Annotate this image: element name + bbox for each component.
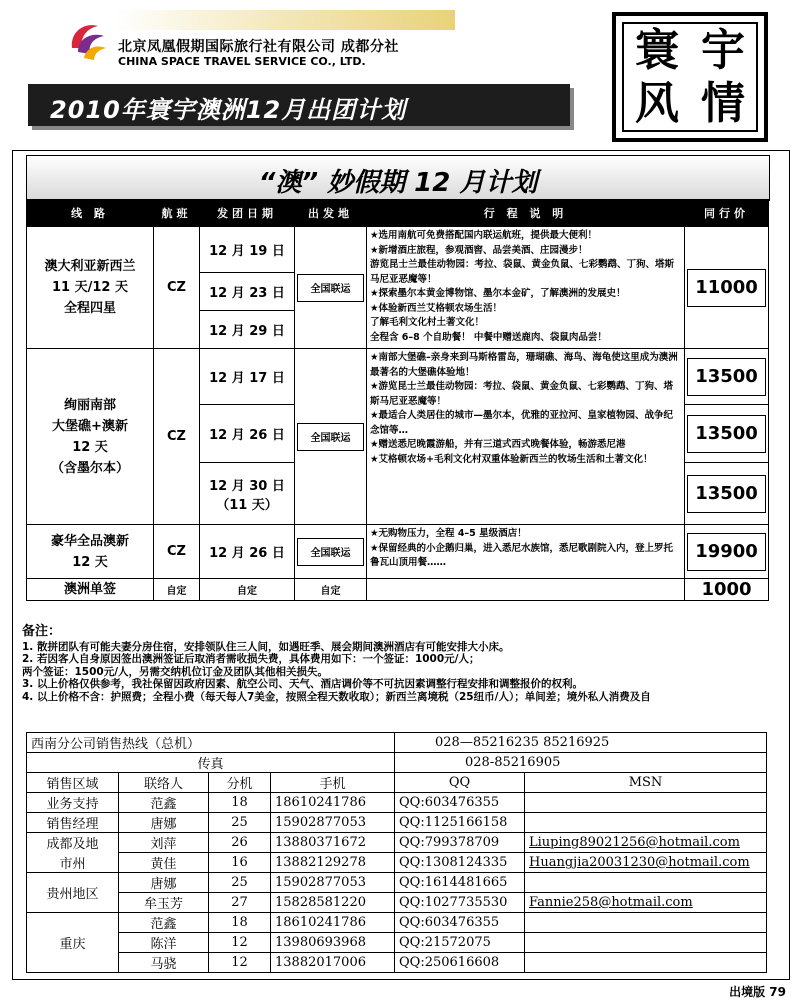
- price: 11000: [685, 227, 769, 349]
- region-cell: 成都及地: [27, 833, 119, 853]
- col-header: 出发地: [295, 200, 367, 227]
- mobile-cell: 15902877053: [271, 873, 395, 893]
- departure-city: 全国联运: [295, 227, 367, 349]
- msn-cell: [525, 933, 767, 953]
- col-header: 线 路: [27, 200, 154, 227]
- msn-cell: [525, 813, 767, 833]
- note-item: 4. 以上价格不含：护照费；全程小费（每天每人7美金，按照全程天数收取）；新西兰离境税（25纽币/人）；单间差；境外私人消费及自: [22, 690, 651, 703]
- departure-date: 12 月 26 日: [200, 405, 295, 463]
- table-row: [27, 953, 767, 973]
- msn-cell: [525, 913, 767, 933]
- route-name: 澳大利亚新西兰 11 天/12 天 全程四星: [27, 227, 154, 349]
- departure-date: 12 月 26 日: [200, 525, 295, 579]
- itinerary-description: ★南部大堡礁–亲身来到马斯格雷岛，珊瑚礁、海鸟、海龟使这里成为澳洲最著名的大堡礁体验地！ ★游览昆士兰最佳动物园：考拉、袋鼠、黄金负鼠、七彩鹦鹉、丁狗、塔斯马尼亚恶魔等！ ★最适合人类居住的城市—墨尔本，优雅的亚拉河、皇家植物园、战争纪念馆等… ★赠送悉尼晚霞游船，并有三道式西式晚餐体验，畅游悉尼港 ★艾格顿农场+毛利文化村双重体验新西兰的牧场生活和土著文化！: [367, 349, 685, 525]
- ext-cell: 25: [209, 813, 271, 833]
- table-row: [27, 525, 769, 579]
- contact-cell: 唐娜: [119, 873, 209, 893]
- brand-char: 风: [635, 77, 679, 129]
- itinerary-description: [367, 579, 685, 601]
- ext-cell: 25: [209, 873, 271, 893]
- col-header: 同行价: [685, 200, 769, 227]
- ext-cell: 26: [209, 833, 271, 853]
- plan-title: “澳” 妙假期 12 月计划: [258, 168, 538, 198]
- region-cell: 贵州地区: [27, 873, 119, 913]
- ext-cell: 12: [209, 953, 271, 973]
- hotline-value: 028—85216235 85216925: [395, 733, 767, 753]
- airline: CZ: [154, 349, 200, 525]
- page-number: 出境版 79: [729, 985, 786, 999]
- col-header: 销售区域: [27, 773, 119, 793]
- itinerary-description: ★选用南航可免费搭配国内联运航班，提供最大便利！ ★新增酒庄旅程，参观酒窖、品尝美酒、庄园漫步！ 游览昆士兰最佳动物园：考拉、袋鼠、黄金负鼠、七彩鹦鹉、丁狗、塔斯马尼亚恶魔等！ ★探索墨尔本黄金博物馆、墨尔本金矿，了解澳洲的发展史！ ★体验新西兰艾格顿农场生活！ 了解毛利文化村土著文化！ 全程含 6–8 个自助餐！ 中餐中赠送鹿肉、袋鼠肉品尝！: [367, 227, 685, 349]
- msn-cell: [525, 873, 767, 893]
- table-row: [27, 349, 769, 405]
- price: 13500: [685, 405, 769, 463]
- table-row: [27, 833, 767, 853]
- mobile-cell: 13882017006: [271, 953, 395, 973]
- sales-contact-table: [26, 732, 767, 973]
- notes-heading: 备注：: [22, 624, 62, 639]
- mobile-cell: 15828581220: [271, 893, 395, 913]
- qq-cell: QQ:603476355: [395, 793, 525, 813]
- departure-city: 自定: [295, 579, 367, 601]
- region-cell: 销售经理: [27, 813, 119, 833]
- qq-cell: QQ:1027735530: [395, 893, 525, 913]
- table-row: [27, 227, 769, 273]
- contact-cell: 唐娜: [119, 813, 209, 833]
- qq-cell: QQ:799378709: [395, 833, 525, 853]
- mobile-cell: 13880371672: [271, 833, 395, 853]
- departure-date: 12 月 23 日: [200, 273, 295, 311]
- col-header: 分机: [209, 773, 271, 793]
- phoenix-logo-icon: [64, 18, 110, 64]
- hotline-row: [27, 733, 767, 753]
- departure-date: 12 月 30 日 （11 天）: [200, 463, 295, 525]
- msn-email-link[interactable]: Huangjia20031230@hotmail.com: [525, 853, 767, 873]
- header-decor-bar: [115, 10, 455, 30]
- hotline-label: 西南分公司销售热线（总机）: [27, 733, 395, 753]
- table-row: [27, 893, 767, 913]
- airline: CZ: [154, 227, 200, 349]
- contact-cell: 陈洋: [119, 933, 209, 953]
- mobile-cell: 18610241786: [271, 913, 395, 933]
- fax-row: [27, 753, 767, 773]
- brand-char: 情: [701, 77, 745, 129]
- departure-date: 12 月 17 日: [200, 349, 295, 405]
- departure-date: 12 月 29 日: [200, 311, 295, 349]
- msn-cell: [525, 793, 767, 813]
- table-header-row: [27, 200, 769, 227]
- note-item: 2. 若因客人自身原因签出澳洲签证后取消者需收损失费，具体费用如下：一个签证：1000元/人；: [22, 653, 480, 665]
- price: 1000: [685, 579, 769, 601]
- contact-cell: 范鑫: [119, 793, 209, 813]
- contact-cell: 马骁: [119, 953, 209, 973]
- col-header: QQ: [395, 773, 525, 793]
- table-row: [27, 853, 767, 873]
- qq-cell: QQ:1614481665: [395, 873, 525, 893]
- note-item: 1. 散拼团队有可能夫妻分房住宿，安排领队住三人间，如遇旺季、展会期间澳洲酒店有可能安排大小床。: [22, 640, 510, 653]
- col-header: 联络人: [119, 773, 209, 793]
- contact-cell: 刘萍: [119, 833, 209, 853]
- col-header: 行 程 说 明: [367, 200, 685, 227]
- region-cell: 业务支持: [27, 793, 119, 813]
- col-header: 发团日期: [200, 200, 295, 227]
- qq-cell: QQ:1308124335: [395, 853, 525, 873]
- price: 13500: [685, 349, 769, 405]
- company-name-cn: 北京凤凰假期国际旅行社有限公司 成都分社: [118, 39, 399, 55]
- notes-section: [22, 626, 782, 703]
- brand-char: 宇: [701, 24, 745, 76]
- route-name: 澳洲单签: [27, 579, 154, 601]
- msn-email-link[interactable]: Fannie258@hotmail.com: [525, 893, 767, 913]
- qq-cell: QQ:603476355: [395, 913, 525, 933]
- page-title: 2010年寰宇澳洲12月出团计划: [50, 96, 407, 124]
- ext-cell: 18: [209, 793, 271, 813]
- contact-cell: 范鑫: [119, 913, 209, 933]
- region-cell: 市州: [27, 853, 119, 873]
- table-row: [27, 913, 767, 933]
- brand-char: 寰: [635, 24, 679, 76]
- itinerary-table: [26, 199, 769, 601]
- departure-date: 12 月 19 日: [200, 227, 295, 273]
- price: 13500: [685, 463, 769, 525]
- contact-cell: 牟玉芳: [119, 893, 209, 913]
- ext-cell: 12: [209, 933, 271, 953]
- table-row: [27, 873, 767, 893]
- region-cell: 重庆: [27, 913, 119, 973]
- title-banner: [28, 84, 570, 126]
- sales-header-row: [27, 773, 767, 793]
- msn-email-link[interactable]: Liuping89021256@hotmail.com: [525, 833, 767, 853]
- col-header: 航班: [154, 200, 200, 227]
- fax-value: 028-85216905: [395, 753, 767, 773]
- table-row: [27, 933, 767, 953]
- airline: 自定: [154, 579, 200, 601]
- mobile-cell: 13882129278: [271, 853, 395, 873]
- note-item: 两个签证：1500元/人，另需交纳机位订金及团队其他相关损失。: [22, 665, 329, 678]
- col-header: 手机: [271, 773, 395, 793]
- itinerary-description: ★无购物压力，全程 4–5 星级酒店！ ★保留经典的小企鹅归巢，进入悉尼水族馆，悉尼歌剧院入内，登上罗托鲁瓦山顶用餐……: [367, 525, 685, 579]
- plan-header: [26, 155, 770, 201]
- ext-cell: 27: [209, 893, 271, 913]
- msn-cell: [525, 953, 767, 973]
- col-header: MSN: [525, 773, 767, 793]
- mobile-cell: 15902877053: [271, 813, 395, 833]
- fax-label: 传真: [27, 753, 395, 773]
- qq-cell: QQ:250616608: [395, 953, 525, 973]
- company-name-en: CHINA SPACE TRAVEL SERVICE CO., LTD.: [118, 55, 366, 68]
- table-row: [27, 579, 769, 601]
- route-name: 豪华全品澳新 12 天: [27, 525, 154, 579]
- ext-cell: 16: [209, 853, 271, 873]
- departure-city: 全国联运: [295, 525, 367, 579]
- brand-logo: [612, 12, 768, 142]
- contact-cell: 黄佳: [119, 853, 209, 873]
- airline: CZ: [154, 525, 200, 579]
- ext-cell: 18: [209, 913, 271, 933]
- table-row: [27, 793, 767, 813]
- route-name: 绚丽南部 大堡礁+澳新 12 天 （含墨尔本）: [27, 349, 154, 525]
- table-row: [27, 813, 767, 833]
- departure-date: 自定: [200, 579, 295, 601]
- note-item: 3. 以上价格仅供参考，我社保留因政府因素、航空公司、天气、酒店调价等不可抗因素调整行程安排和调整报价的权利。: [22, 678, 583, 690]
- qq-cell: QQ:1125166158: [395, 813, 525, 833]
- mobile-cell: 18610241786: [271, 793, 395, 813]
- departure-city: 全国联运: [295, 349, 367, 525]
- price: 19900: [685, 525, 769, 579]
- qq-cell: QQ:21572075: [395, 933, 525, 953]
- mobile-cell: 13980693968: [271, 933, 395, 953]
